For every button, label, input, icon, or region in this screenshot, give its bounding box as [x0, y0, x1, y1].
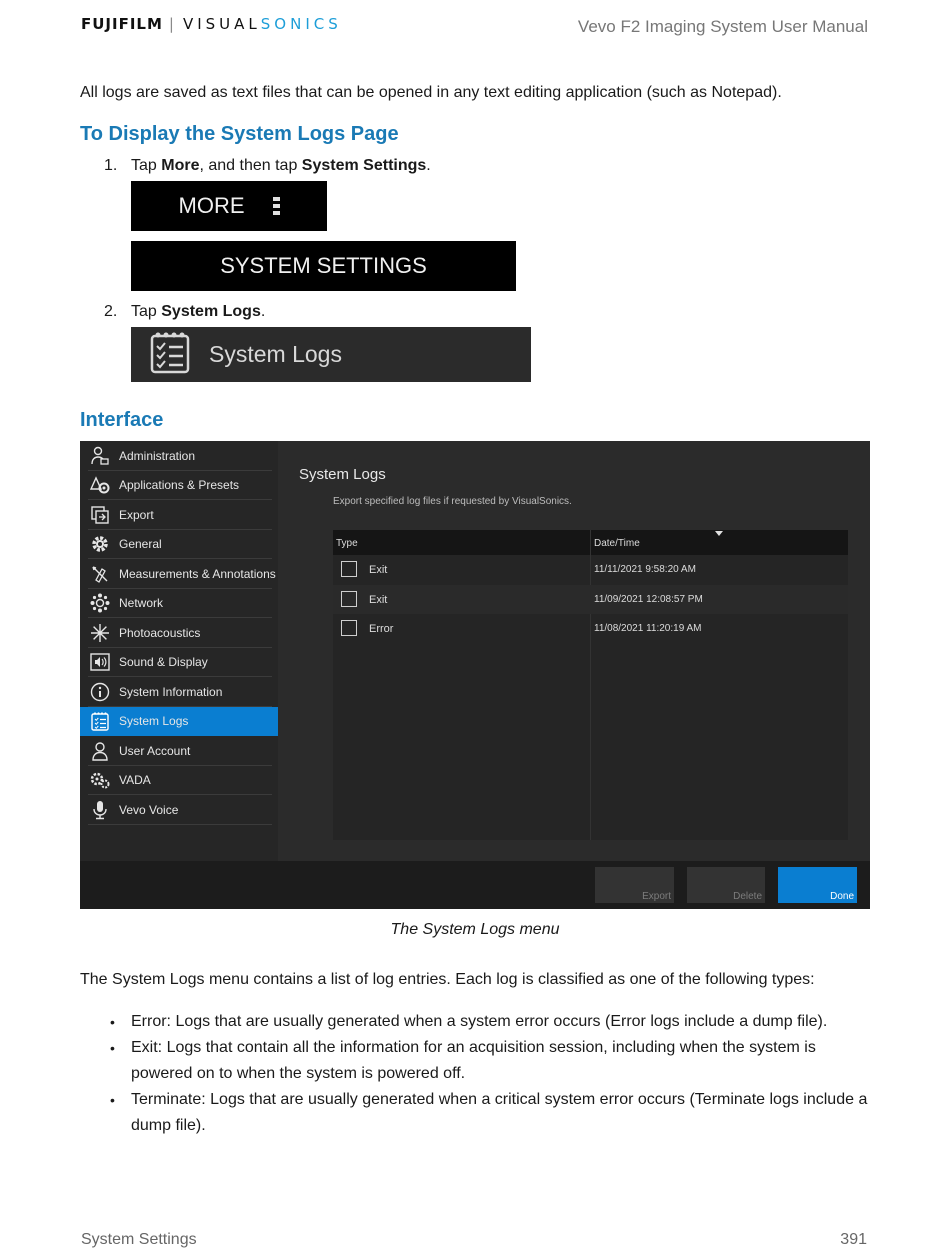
step-text: Tap	[131, 157, 162, 174]
sidebar-item-label: System Logs	[119, 714, 189, 729]
sort-descending-icon[interactable]	[715, 531, 723, 536]
logo-product-a: VISUAL	[182, 15, 261, 33]
column-header-date-time[interactable]: Date/Time	[594, 538, 640, 549]
step-bold-system-settings: System Settings	[301, 157, 427, 174]
body-paragraph: The System Logs menu contains a list of log entries. Each log is classified as one of the following types:	[80, 971, 815, 988]
list-item: • Error: Logs that are usually generated when a system error occurs (Error logs include a dump file).	[110, 1009, 870, 1035]
table-row[interactable]	[333, 555, 848, 585]
sidebar-item-export[interactable]	[80, 500, 278, 530]
panel-description: Export specified log files if requested by VisualSonics.	[333, 496, 572, 507]
sidebar-item-administration[interactable]	[80, 441, 278, 471]
panel-title: System Logs	[299, 466, 386, 483]
done-button-label: Done	[830, 891, 854, 902]
sidebar-item-label: System Information	[119, 684, 223, 699]
export-button-label: Export	[642, 891, 671, 902]
sidebar-item-label: Administration	[119, 448, 196, 463]
system-settings-button-label: SYSTEM SETTINGS	[220, 253, 427, 278]
cell-type: Error	[369, 623, 394, 635]
sidebar-item-label: VADA	[119, 773, 151, 788]
cell-date-time: 11/11/2021 9:58:20 AM	[594, 564, 696, 575]
delete-button[interactable]	[687, 867, 765, 903]
more-button-label: MORE	[178, 193, 245, 218]
sidebar-item-applications-presets[interactable]	[80, 471, 278, 501]
step-1	[104, 157, 431, 175]
action-bar	[80, 861, 870, 909]
sidebar-item-network[interactable]	[80, 589, 278, 619]
list-item: • Terminate: Logs that are usually generated when a critical system error occurs (Terminate logs include a dump file).	[110, 1087, 870, 1139]
sidebar-item-label: Measurements & Annotations	[119, 566, 276, 581]
sidebar-item-label: Sound & Display	[119, 655, 208, 670]
figure-caption: The System Logs menu	[390, 921, 560, 938]
network-icon	[80, 593, 119, 613]
settings-sidebar	[80, 441, 278, 861]
microphone-icon	[80, 800, 119, 820]
kebab-menu-icon	[273, 197, 280, 215]
step-text: Tap	[131, 303, 162, 320]
heading-interface: Interface	[80, 409, 164, 431]
system-settings-button[interactable]	[131, 241, 516, 291]
table-row[interactable]	[333, 614, 848, 644]
list-item: • Exit: Logs that contain all the information for an acquisition session, including when the system is powered on to when the system is powered off.	[110, 1035, 870, 1087]
sidebar-item-label: General	[119, 537, 162, 552]
sidebar-item-vada[interactable]	[80, 766, 278, 796]
row-checkbox[interactable]	[341, 620, 357, 636]
document-title: Vevo F2 Imaging System User Manual	[577, 17, 868, 36]
applications-icon	[80, 475, 119, 495]
sidebar-item-label: User Account	[119, 743, 191, 758]
cell-date-time: 11/08/2021 11:20:19 AM	[594, 623, 702, 634]
gear-icon	[80, 534, 119, 554]
intro-paragraph: All logs are saved as text files that can be opened in any text editing application (such as Notepad).	[80, 84, 782, 101]
system-logs-button-label: System Logs	[209, 341, 342, 367]
delete-button-label: Delete	[733, 891, 762, 902]
sidebar-item-user-account[interactable]	[80, 736, 278, 766]
photoacoustics-icon	[80, 623, 119, 643]
user-icon	[80, 741, 119, 761]
step-number: 2.	[104, 303, 118, 320]
export-icon	[80, 505, 119, 525]
sidebar-item-label: Photoacoustics	[119, 625, 201, 640]
row-checkbox[interactable]	[341, 561, 357, 577]
heading-display-system-logs: To Display the System Logs Page	[80, 123, 399, 145]
row-checkbox[interactable]	[341, 591, 357, 607]
step-text: .	[426, 157, 431, 174]
step-number: 1.	[104, 157, 118, 174]
sidebar-item-system-logs[interactable]	[80, 707, 278, 737]
sidebar-item-photoacoustics[interactable]	[80, 618, 278, 648]
sidebar-item-measurements-annotations[interactable]	[80, 559, 278, 589]
measurements-icon	[80, 564, 119, 584]
sidebar-item-label: Export	[119, 507, 154, 522]
sidebar-item-system-information[interactable]	[80, 677, 278, 707]
more-button[interactable]	[131, 181, 327, 231]
sidebar-item-general[interactable]	[80, 530, 278, 560]
sidebar-item-label: Vevo Voice	[119, 802, 179, 817]
done-button[interactable]	[778, 867, 857, 903]
step-bold-more: More	[161, 157, 200, 174]
sidebar-item-label: Applications & Presets	[119, 478, 240, 493]
fujifilm-visualsonics-logo	[81, 14, 342, 34]
step-2	[104, 303, 265, 321]
log-types-list	[110, 1009, 870, 1139]
step-bold-system-logs: System Logs	[161, 303, 261, 320]
export-button[interactable]	[595, 867, 674, 903]
system-logs-screenshot	[80, 441, 870, 909]
step-text: , and then tap	[199, 157, 302, 174]
logs-icon	[149, 330, 191, 380]
sidebar-item-vevo-voice[interactable]	[80, 795, 278, 825]
info-icon	[80, 682, 119, 702]
system-logs-panel	[278, 441, 870, 861]
step-text: .	[260, 303, 266, 320]
logs-icon	[80, 711, 119, 731]
logo-product-b: SONICS	[260, 15, 342, 33]
sidebar-item-sound-display[interactable]	[80, 648, 278, 678]
vada-icon	[80, 770, 119, 790]
cell-date-time: 11/09/2021 12:08:57 PM	[594, 593, 703, 605]
system-logs-button[interactable]	[131, 327, 531, 382]
cell-type: Exit	[369, 564, 388, 576]
footer-section: System Settings	[81, 1231, 197, 1248]
admin-icon	[80, 446, 119, 466]
table-row[interactable]	[333, 585, 848, 615]
column-header-type[interactable]: Type	[336, 538, 358, 549]
sidebar-item-label: Network	[119, 596, 164, 611]
sound-icon	[80, 653, 119, 671]
cell-type: Exit	[369, 593, 388, 606]
logs-table	[333, 530, 848, 840]
logo-separator: |	[168, 15, 175, 33]
page-number: 391	[840, 1231, 867, 1248]
logo-brand: FUJIFILM	[81, 15, 163, 33]
